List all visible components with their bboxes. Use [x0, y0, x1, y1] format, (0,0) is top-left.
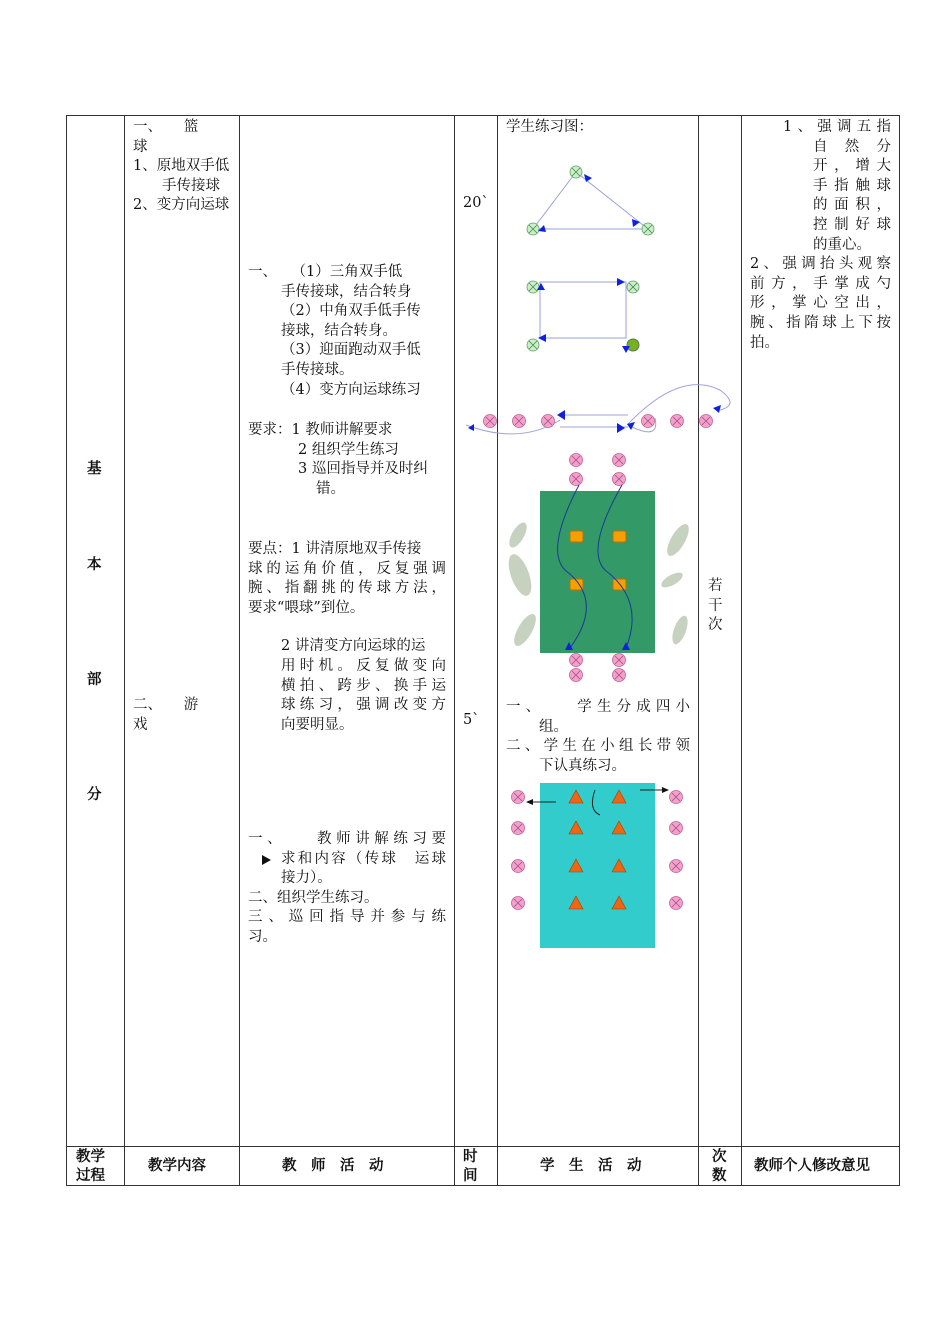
facing-pass-diagram: [466, 385, 730, 434]
student-diagram-title: 学生练习图：: [506, 119, 593, 135]
footer-time: 时 间: [463, 1149, 478, 1184]
student-activity-text: 一、 学生分成四小 组。 二、学生在小组长带领 下认真练习。: [506, 699, 690, 774]
relay-game-diagram: [512, 783, 683, 948]
time-game: 5`: [463, 712, 480, 728]
side-label: 分: [87, 787, 102, 803]
footer-count: 次 数: [712, 1149, 727, 1184]
triangle-passing-diagram: [527, 166, 654, 235]
count-text: 若 干 次: [708, 578, 723, 634]
content-item-game: 二、 游 戏: [133, 697, 228, 733]
teacher-requirements: 要求：1 教师讲解要求 2 组织学生练习 3 巡回指导并及时纠 错。: [248, 422, 428, 497]
teacher-key-points: 要点：1 讲清原地双手传接 球的运角价值，反复强调 腕、指翻挑的传球方法， 要求“喂球”到位。 2 讲清变方向运球的运 用时机。反复做变向 横拍、跨步、换手运 球练习，强调改变方 向要明显。: [248, 541, 446, 733]
square-passing-diagram: [527, 278, 639, 353]
footer-student-activity: 学 生 活 动: [540, 1158, 642, 1174]
time-basketball: 20`: [463, 195, 489, 211]
side-label: 部: [87, 672, 102, 688]
dribble-court-diagram: [504, 454, 693, 682]
footer-teaching-process: 教学 过程: [76, 1149, 105, 1184]
content-item-basketball: 一、 篮 球 1、原地双手低手传接球 2、变方向运球: [133, 119, 230, 214]
footer-notes: 教师个人修改意见: [754, 1158, 870, 1174]
teacher-activity-drills: 一、 （1）三角双手低 手传接球，结合转身 （2）中角双手低手传 接球，结合转身。 （3）迎面跑动双手低 手传接球。 （4）变方向运球练习: [248, 264, 421, 398]
stray-arrow-icon: [262, 855, 271, 865]
footer-content: 教学内容: [148, 1158, 206, 1174]
footer-teacher-activity: 教 师 活 动: [282, 1158, 384, 1174]
side-label: 基: [87, 461, 102, 477]
side-label: 本: [87, 557, 102, 573]
teacher-game-activity: 一、 教师讲解练习要 求和内容（传球 运球 接力）。 二、组织学生练习。 三、巡回指导并参与练 习。: [248, 831, 446, 945]
teacher-notes: 1、强调五指 自 然 分 开，增大 手指触球 的面积， 控制好球 的重心。 2、强调抬头观察 前方，手掌成勺 形，掌心空出， 腕、指隋球上下按 拍。: [750, 119, 891, 351]
